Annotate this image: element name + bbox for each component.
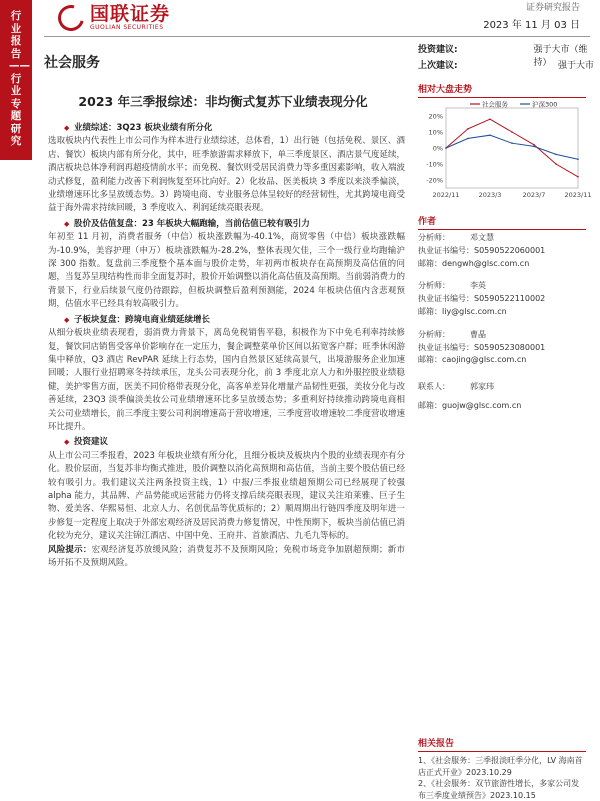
section-text: 从上市公司三季报看，2023 年板块业绩有所分化，且细分板块及板块内个股的业绩表现亦有分化。股价层面，当复苏非均衡式推进，股价调整以消化高预期和高估值，当前主要个股估值已经较有吸引力。我们建议关注两条投资主线，1）中报/三季报业绩超预期公司已经展现了较强 alpha 能力，其品牌、产品势能或运营能力仍将支撑后续亮眼表现，建议关注珀莱雅、巨子生物、爱美客、华熙易恒、北京人力、名创优品等优质标的；2）顺周期出行链四季度及明年进一步修复一定程度上取决于外部宏观经济及居民消费力修复情况，中性预期下，板块当前估值已消化较为充分，建议关注锦江酒店、中国中免、王府井、首旅酒店、九毛九等标的。 bbox=[48, 450, 406, 542]
chart-legend-label: 沪深300 bbox=[532, 100, 558, 109]
chart-legend-label: 社会服务 bbox=[482, 100, 508, 109]
section-text: 从细分板块业绩表现看，弱消费力背景下，离岛免税销售平稳，积极作为下中免毛利率持续修复，餐饮同店销售受客单价影响存在一定压力，餐企调整菜单价区间以拓宽客户群；旺季休闲游集中释放，Q3 酒店 RevPAR 延续上行态势，国内自然景区延续高景气，出境游服务企业加速回暖；人服行业招聘寒冬持续承压，龙头公司表现分化，前 3 季度北京人力和外服控股业绩稳健，美护零售方面，医美不同价格带表现分化，高客单差异化增量产品韧性更强，美妆分化与改善延续，23Q3 淡季偏淡美妆公司业绩增速环比多呈放缓态势；多重利好持续推动跨境电商相关公司业绩增长，前三季度主要公司利润增速高于营收增速，三季度营收增速较二季度营收增速环比提升。 bbox=[48, 328, 406, 432]
chart-x-tick-label: 2022/11 bbox=[432, 191, 460, 199]
contact-email-row: 邮箱： guojw@glsc.com.cn bbox=[418, 400, 586, 413]
chart-y-tick-label: 0% bbox=[432, 144, 443, 153]
chart-data-point bbox=[555, 163, 557, 165]
report-date: 2023 年 11 月 03 日 bbox=[483, 20, 580, 31]
author-email-row: 邮箱： caojing@glsc.com.cn bbox=[418, 354, 586, 367]
section-text: 选取板块内代表性上市公司作为样本进行业绩综述，总体看，1）出行链（包括免税、景区、酒店、餐饮）板块内部有所分化，其中，旺季旅游需求释放下，单三季度景区、酒店景气度延续，酒店板块总体净利润再超疫情前水平；而免税、餐饮则受居民消费力等多重因素影响，收入端波动式修复，盈利能力改善下利润恢复至环比向好。2）化妆品、医美板块 3 季度以来淡季偏淡，业绩增速环比多呈放缓态势。3）跨境电商、专业服务总体呈较好的经营韧性，尤其跨境电商受益于海外需求持续回暖，3 季度收入、利润延续亮眼表现。 bbox=[48, 136, 406, 214]
author-email: dengwh@glsc.com.cn bbox=[442, 258, 530, 268]
rating-current-value: 强于大市（维持） bbox=[533, 45, 588, 68]
chart-data-point bbox=[577, 176, 579, 178]
author-cert: S0590523080001 bbox=[474, 342, 546, 352]
author-name: 李英 bbox=[470, 281, 486, 291]
author-cert-row: 执业证书编号： S0590522110002 bbox=[418, 293, 586, 306]
report-title: 2023 年三季报综述：非均衡式复苏下业绩表现分化 bbox=[78, 94, 368, 109]
section-heading: ◆ 股价及估值复盘：23 年板块大幅跑输，当前估值已较有吸引力 bbox=[48, 218, 405, 231]
related-report-item[interactable]: 1、《社会服务：三季报淡旺季分化，LV 海南首店正式开业》2023.10.29 bbox=[418, 756, 583, 777]
chart-y-tick-label: -10% bbox=[426, 160, 443, 169]
related-reports bbox=[418, 736, 586, 801]
risk-warning bbox=[48, 544, 405, 571]
author-cert: S0590522060001 bbox=[474, 245, 546, 255]
chart-data-point bbox=[445, 147, 447, 149]
chart-title: 相对大盘走势 bbox=[418, 82, 586, 98]
rating-previous bbox=[418, 58, 594, 71]
chart-x-tick-label: 2023/11 bbox=[564, 191, 592, 199]
rating-current-label: 投资建议: bbox=[418, 45, 458, 55]
chart-frame bbox=[446, 108, 578, 188]
section-heading: ◆ 投资建议 bbox=[48, 436, 405, 449]
chart-y-tick-label: 20% bbox=[428, 112, 443, 121]
main-content bbox=[48, 122, 405, 570]
chart-data-point bbox=[555, 154, 557, 156]
section-heading: ◆ 子板块复盘：跨境电商业绩延续增长 bbox=[48, 314, 405, 327]
rating-previous-value: 强于大市 bbox=[558, 61, 595, 71]
logo-english-name: GUOLIAN SECURITIES bbox=[90, 24, 164, 31]
chart-data-point bbox=[511, 142, 513, 144]
section-text: 年初至 11 月初，消费者服务（中信）板块涨跌幅为-40.1%，商贸零售（中信）板块涨跌幅为-10.9%，美容护理（申万）板块涨跌幅为-28.2%，整体表现欠佳，三个一级行业均跑输沪深 300 指数。复盘前三季度整个基本面与股价走势，年初两市板块存在高预期及高估值的问题，当复苏呈现结构性而非全面复苏时，股价开始调整以消化高估值及高预期。当前弱消费力的背景下，行业后续景气度仍待跟踪，但板块调整后盈利预测能，2024 年板块估值内含悲观预期，估值水平已经具有较高吸引力。 bbox=[48, 232, 406, 310]
chart-x-tick-label: 2023/3 bbox=[478, 191, 502, 199]
chart-data-point bbox=[533, 144, 535, 146]
side-banner bbox=[0, 0, 32, 800]
author-cert: S0590522110002 bbox=[474, 294, 546, 304]
industry-name: 社会服务 bbox=[44, 55, 100, 71]
authors-section bbox=[418, 214, 586, 413]
chart-data-point bbox=[467, 128, 469, 130]
chart-data-point bbox=[467, 138, 469, 140]
author-email-row: 邮箱： liy@glsc.com.cn bbox=[418, 306, 586, 319]
risk-text: 宏观经济复苏放缓风险；消费复苏不及预期风险；免税市场竞争加剧超预期；新市场开拓不及预期风险。 bbox=[48, 544, 405, 568]
related-report-item[interactable]: 2、《社会服务：双节旅游性增长，多家公司发布三季度业绩预告》2023.10.15 bbox=[418, 779, 580, 800]
author-email: liy@glsc.com.cn bbox=[442, 306, 507, 316]
chart-y-tick-label: 10% bbox=[428, 128, 443, 137]
chart-series-line bbox=[446, 135, 578, 159]
chart-data-point bbox=[533, 146, 535, 148]
author-cert-row: 执业证书编号： S0590522060001 bbox=[418, 245, 586, 258]
contact-email: guojw@glsc.com.cn bbox=[442, 400, 522, 410]
chart-data-point bbox=[511, 131, 513, 133]
side-banner-text: 行业报告——行业专题研究 bbox=[9, 10, 30, 147]
company-logo bbox=[58, 4, 170, 31]
related-title: 相关报告 bbox=[418, 736, 586, 752]
author-cert-row: 执业证书编号： S0590523080001 bbox=[418, 342, 586, 355]
author-email-row: 邮箱： dengwh@glsc.com.cn bbox=[418, 258, 586, 271]
logo-mark-icon bbox=[53, 0, 89, 35]
author-name-row: 分析师： 李英 bbox=[418, 280, 586, 293]
chart-data-point bbox=[489, 118, 491, 120]
authors-title: 作者 bbox=[418, 214, 586, 230]
chart-y-tick-label: -20% bbox=[426, 176, 443, 185]
chart-data-point bbox=[577, 158, 579, 160]
author-name: 邓文慧 bbox=[470, 233, 494, 242]
author-email: caojing@glsc.com.cn bbox=[442, 355, 527, 365]
chart-data-point bbox=[489, 134, 491, 136]
relative-performance-chart bbox=[418, 96, 592, 206]
report-type: 证券研究报告 bbox=[525, 3, 580, 13]
chart-x-tick-label: 2023/7 bbox=[522, 191, 546, 199]
contact-name: 郭家玮 bbox=[470, 382, 494, 392]
chart-series-line bbox=[446, 119, 578, 177]
rating-previous-label: 上次建议: bbox=[418, 61, 458, 71]
author-name: 曹晶 bbox=[470, 329, 486, 339]
risk-label: 风险提示： bbox=[48, 544, 92, 555]
logo-chinese-name: 国联证券 bbox=[90, 3, 171, 25]
contact-name-row: 联系人： 郭家玮 bbox=[418, 381, 586, 394]
section-heading: ◆ 业绩综述：3Q23 板块业绩有所分化 bbox=[48, 122, 405, 135]
author-name-row: 分析师： 曹晶 bbox=[418, 329, 586, 342]
header-divider bbox=[44, 36, 590, 37]
author-name-row: 分析师： 邓文慧 bbox=[418, 232, 586, 245]
